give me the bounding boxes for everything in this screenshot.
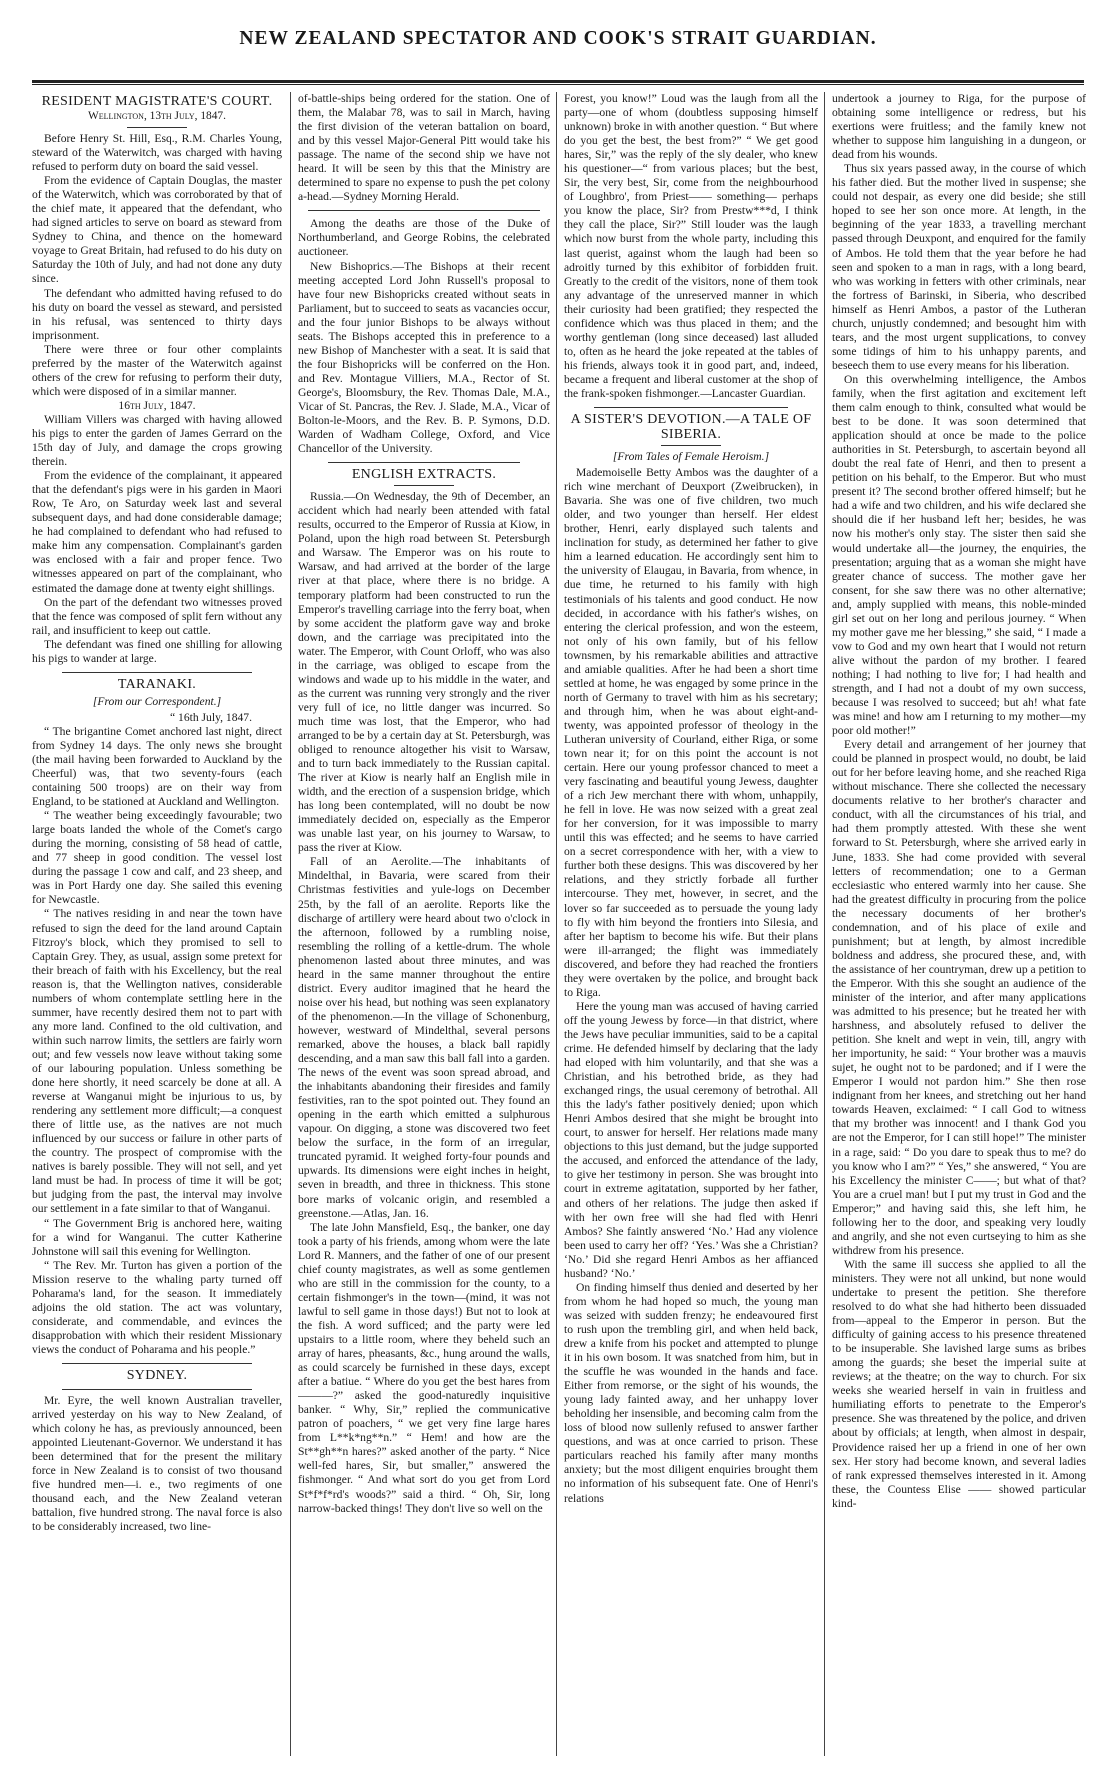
divider-rule: [308, 210, 540, 211]
section-rule: [62, 1389, 252, 1390]
paragraph: Forest, you know!” Loud was the laugh from all the party—one of whom (doubtless supposing himself unknown) broke in with another question. “ But where do you get the best, the best from?” “ We get good hares, Sir,” was the reply of the sly dealer, who knew his questioner—“ from various places; but the best, Sir, the very best, Sir, come from the neighbourhood of Loughbro', from Priest—— something— perhaps you know the place, Sir? from Prestw***d, I think they call the place, Sir?” Still louder was the laugh which now burst from the whole party, including this last querist, against whom the laugh had been so adroitly turned by this exhibitor of forbidden fruit. Greatly to the credit of the visitors, none of them took any advantage of the unreserved manner in which their curiosity had been gratified; they respected the confidence which was thus placed in them; and the worthy gentleman (long since deceased) last alluded to, often as he heard the joke repeated at the tables of his friends, always took it in good part, and, indeed, became a frequent and liberal customer at the shop of the frank-spoken fishmonger.—Lancaster Guardian.: [564, 92, 818, 400]
heading-taranaki: TARANAKI.: [117, 676, 197, 692]
paragraph: Before Henry St. Hill, Esq., R.M. Charles Young, steward of the Waterwitch, was charged with having refused to perform duty on board the said vessel.: [32, 132, 282, 174]
masthead-rule: [32, 80, 1084, 85]
paragraph: From the evidence of Captain Douglas, the master of the Waterwitch, which was corroborated by that of the chief mate, it appeared that the defendant, who had signed articles to serve on board as steward from Sydney to China, and thence on the homeward voyage to Great Britain, had refused to do his duty on Saturday the 10th of July, and had not done any duty since.: [32, 174, 282, 286]
paragraph: “ The natives residing in and near the town have refused to sign the deed for the land around Captain Fitzroy's block, which they promised to sell to Captain Grey. They, as usual, assign some pretext for their breach of faith with his Excellency, but the real reason is, that the Wellington natives, considerable numbers of whom contemplate settling here in the summer, have recently desired them not to part with any more land. Confined to the old cultivation, and within such narrow limits, the settlers are fairly worn out; and few vessels now leave without taking some of our labouring population. Unless something be done here shortly, it need scarcely be done at all. A reverse at Wanganui might be injurious to us, by rendering any settlement more difficult;—a conquest there of little use, as the natives are not much influenced by our success or failure in other parts of the country. The prospect of compromise with the natives is barely possible. They will not sell, and yet land must be had. In process of time it will be got; but judging from the past, the interval may involve our settlement in a fate similar to that of Wanganui.: [32, 907, 282, 1216]
paragraph: Among the deaths are those of the Duke of Northumberland, and George Robins, the celebrated auctioneer.: [298, 217, 550, 259]
column-divider: [290, 92, 291, 1756]
heading-sisters-devotion: A SISTER'S DEVOTION.—A TALE OF SIBERIA.: [570, 412, 812, 443]
column-3: [564, 92, 818, 1756]
paragraph: On this overwhelming intelligence, the Ambos family, when the first agitation and excitement left them calm enough to think, consulted what would be best to be done. It was soon determined that application should at once be made to the police authorities in St. Petersburgh, to ascertain beyond all doubt the real fate of Henri, and then to present a petition on his behalf, to the Emperor. But who must present it? The second brother offered himself; but he had a wife and two children, and his wife declared she should die if her husband left her; besides, he was now his mother's only stay. The sister then said she would undertake all—the journey, the enquiries, the presentation; arguing that as a woman she might have greater chance of success. The mother gave her consent, for she saw there was no other alternative; and, amply supplied with means, this noble-minded girl set out on her long and perilous journey. “ When my mother gave me her blessing,” she said, “ I made a vow to God and my own heart that I would not return alive without the pardon of my brother. I feared nothing; I had nothing to live for; I had health and strength, and I had not a doubt of my own success, because I was resolved to succeed; but ah! what fate was mine! and how am I returning to my mother—my poor old mother!”: [832, 372, 1086, 738]
paragraph: William Villers was charged with having allowed his pigs to enter the garden of James Gerrard on the 15th day of July, and damage the crops growing therein.: [32, 412, 282, 469]
paragraph: Mademoiselle Betty Ambos was the daughter of a rich wine merchant of Deuxport (Zweibrucken), in Bavaria. She was one of five children, two much older, and two younger than herself. Her eldest brother, Henri, early displayed such talents and inclination for study, as determined her father to give him a learned education. He accordingly sent him to the university of Elaugau, in Bavaria, from whence, in due time, he returned to his family with high testimonials of his talents and good conduct. He now decided, in accordance with his father's wishes, on entering the clerical profession, and won the esteem, not only of his own family, but of his fellow townsmen, by his remarkable abilities and attractive and amiable qualities. After he had been a short time settled at home, he was engaged by some prince in the north of Germany to travel with him as his secretary; and through him, when he was about eight-and-twenty, was appointed professor of theology in the Lutheran university of Courland, either Riga, or some town near it; for on this point the account is not certain. Here our young professor chanced to meet a very fascinating and beautiful young Jewess, daughter of a rich Jew merchant there with whom, unhappily, he fell in love. He was now seized with a great zeal for her conversion, for it was impossible to marry until this was effected; and he seems to have carried on a secret correspondence with her, with a view to further both these designs. This was discovered by her relations, and they strictly forbade all further intercourse. They met, however, in secret, and the lover so far succeeded as to persuade the young lady to fly with him beyond the frontiers into Silesia, and after her baptism to become his wife. But their plans were ill-arranged; the flight was immediately discovered, and before they had reached the frontiers they were overtaken by the police, and brought back to Riga.: [564, 466, 818, 999]
paragraph: “ The weather being exceedingly favourable; two large boats landed the whole of the Comet's cargo during the morning, consisting of 58 head of cattle, and 77 sheep in good condition. The vessel lost during the passage 1 cow and calf, and 23 sheep, and was in Port Hardy one day. She sailed this evening for Newcastle.: [32, 809, 282, 907]
paragraph: of-battle-ships being ordered for the station. One of them, the Malabar 78, was to sail in March, having the first division of the veteran battalion on board, and by this vessel Major-General Pitt would take his passage. The name of the second ship we have not heard. It will be seen by this that the Ministry are determined to spare no expense to push the pet colony a-head.—Sydney Morning Herald.: [298, 92, 550, 204]
paragraph: “ The brigantine Comet anchored last night, direct from Sydney 14 days. The only news she brought (the mail having been forwarded to Auckland by the Cheerful) was, that two seventy-fours (each containing 500 troops) are on their way from England, to be stationed at Auckland and Wellington.: [32, 724, 282, 809]
masthead-title: NEW ZEALAND SPECTATOR AND COOK'S STRAIT GUARDIAN.: [239, 28, 877, 49]
source-line: [From our Correspondent.]: [92, 694, 222, 708]
paragraph: Fall of an Aerolite.—The inhabitants of Mindelthal, in Bavaria, were scared from their Christmas festivities and yule-logs on December 25th, by the fall of an aerolite. Reports like the discharge of artillery were heard about two o'clock in the afternoon, followed by a rumbling noise, resembling the rolling of a kettle-drum. The whole phenomenon lasted about three minutes, and was heard in the same manner throughout the entire district. Every auditor imagined that he heard the noise over his head, but nothing was seen explanatory of the phenomenon.—In the village of Schonenburg, however, westward of Mindelthal, several persons remarked, above the houses, a black ball rapidly descending, and a man saw this ball fall into a garden. The news of the event was soon spread abroad, and the inhabitants abandoning their firesides and family festivities, ran to the spot pointed out. They found an opening in the earth which emitted a sulphurous vapour. On digging, a stone was discovered two feet below the surface, in the form of an irregular, truncated pyramid. It weighed forty-four pounds and upwards. Its dimensions were eight inches in height, seven in breadth, and three in thickness. This stone bore marks of volcanic origin, and resembled a greenstone.—Atlas, Jan. 16.: [298, 855, 550, 1220]
section-rule: [594, 407, 788, 408]
short-rule: [661, 445, 721, 446]
section-rule: [328, 462, 520, 463]
paragraph: Russia.—On Wednesday, the 9th of December, an accident which had nearly been attended with fatal results, occurred to the Emperor of Russia at Kiow, in Poland, upon the high road between St. Petersburgh and Warsaw. The Emperor was on his route to Warsaw, and had arrived at the border of the large river at that place, where there is no bridge. A temporary platform had been constructed to run the Emperor's travelling carriage into the ferry boat, when by some accident the platform gave way and broke down, and the carriage was precipitated into the water. The Emperor, with Count Orloff, who was also in the carriage, was obliged to escape from the windows and wade up to his middle in the water, and as the current was running very strongly and the river very full of ice, no little danger was incurred. So much time was lost, that the Emperor, who had arranged to be by a certain day at St. Petersburgh, was obliged to renounce altogether his visit to Warsaw, and to turn back immediately to the Russian capital. The river at Kiow is nearly half an English mile in width, and the erection of a suspension bridge, which has long been contemplated, will no doubt be now immediately decided on, especially as the Emperor was unable last year, on his journey to Warsaw, to pass the river at Kiow.: [298, 490, 550, 855]
paragraph: There were three or four other complaints preferred by the master of the Waterwitch against others of the crew for refusing to perform their duty, which were disposed of in a similar manner.: [32, 342, 282, 398]
heading-resident-magistrate: RESIDENT MAGISTRATE'S COURT.: [41, 94, 273, 109]
dateline: 16th July, 1847.: [118, 398, 196, 412]
paragraph: The defendant who admitted having refused to do his duty on board the vessel as steward, and persisted in his refusal, was sentenced to thirty days imprisonment.: [32, 286, 282, 342]
paragraph: New Bishoprics.—The Bishops at their recent meeting accepted Lord John Russell's proposal to have four new Bishopricks created without seats in Parliament, but to succeed to seats as vacancies occur, and the four junior Bishops to be always without seats. The Bishops accepted this in preference to a new Bishop of Manchester with a seat. It is said that the four Bishopricks will be conferred on the Hon. and Rev. Montague Villiers, M.A., Rector of St. George's, Bloomsbury, the Rev. Thomas Dale, M.A., Vicar of St. Pancras, the Rev. J. Slade, M.A., Vicar of Bolton-le-Moors, and the Rev. B. P. Symons, D.D. Warden of Wadham College, Oxford, and Vice Chancellor of the University.: [298, 259, 550, 456]
column-4: [832, 92, 1086, 1756]
paragraph: On the part of the defendant two witnesses proved that the fence was composed of split fern without any rail, and insufficient to keep out cattle.: [32, 595, 282, 637]
heading-sydney: SYDNEY.: [126, 1367, 188, 1383]
column-2: [298, 92, 550, 1756]
column-divider: [556, 92, 557, 1756]
section-rule: [62, 1363, 252, 1364]
source-line: [From Tales of Female Heroism.]: [612, 450, 770, 464]
heading-english-extracts: ENGLISH EXTRACTS.: [351, 467, 497, 483]
dateline: “ 16th July, 1847.: [169, 710, 252, 724]
column-1: [32, 92, 282, 1756]
paragraph: The defendant was fined one shilling for allowing his pigs to wander at large.: [32, 637, 282, 665]
paragraph: undertook a journey to Riga, for the purpose of obtaining some intelligence or redress, but his exertions were fruitless; and the family knew not whether to suppose him languishing in a dungeon, or dead from his wounds.: [832, 92, 1086, 162]
short-rule: [127, 127, 187, 128]
paragraph: Every detail and arrangement of her journey that could be planned in prospect would, no doubt, be laid out for her before leaving home, and she reached Riga without mischance. There she collected the necessary documents relative to her brother's character and conduct, with all the circumstances of his trial, and had them promptly attested. With these she went forward to St. Petersburgh, where she arrived early in June, 1833. She had come provided with several letters of recommendation; one to a German ecclesiastic who entered warmly into her cause. She had the greatest difficulty in procuring from the police the necessary documents of her brother's condemnation, and of his place of exile and punishment; but at length, by almost incredible boldness and address, she procured these, and, with the assistance of her countryman, drew up a petition to the Emperor. With this she sought an audience of the minister of the interior, and after many applications was admitted to his presence; but he treated her with harshness, and absolutely refused to deliver the petition. She knelt and wept in vein, till, angry with her importunity, he said: “ Your brother was a mauvis sujet, he ought not to be pardoned; and if I were the Emperor I would not pardon him.” She then rose indignant from her knees, and stretching out her hand towards Heaven, exclaimed: “ I call God to witness that my brother was innocent! and I thank God you are not the Emperor, for I can still hope!” The minister in a rage, said: “ Do you dare to speak thus to me? do you know who I am?” “ Yes,” she answered, “ You are his Excellency the minister C——; but what of that? You are a cruel man! but I put my trust in God and the Emperor;” and having said this, she left him, he following her to the door, and speaking very loudly and angrily, and she not even curtseying to him as she withdrew from his presence.: [832, 738, 1086, 1257]
paragraph: Thus six years passed away, in the course of which his father died. But the mother lived in suspense; she could not despair, as every one did beside; she still hoped to see her son once more. At length, in the beginning of the year 1833, a travelling merchant passed through Deuxpont, and enquired for the family of Ambos. He told them that the year before he had seen and spoken to a man in rags, with a long beard, who was working in fetters with other criminals, near the fortress of Barinski, in Siberia, who described himself as Henri Ambos, a pastor of the Lutheran church, unjustly condemned; and besought him with tears, and the most urgent supplications, to convey some tidings of him to his unhappy parents, and beseech them to use every means for his liberation.: [832, 162, 1086, 372]
paragraph: On finding himself thus denied and deserted by her from whom he had hoped so much, the young man was seized with sudden frenzy; he endeavoured first to rush upon the trembling girl, and when held back, drew a knife from his pocket and attempted to plunge it in his own bosom. It was snatched from him, but in the scuffle he was wounded in the hands and face. Either from remorse, or the sight of his wounds, the young lady fainted away, and her unhappy lover beholding her insensible, and becoming calm from the loss of blood now sullenly refused to answer farther questions, and was at once carried to prison. These particulars reached his family after many months anxiety; but the most diligent enquiries brought them no information of his subsequent fate. One of Henri's relations: [564, 1280, 818, 1505]
paragraph: With the same ill success she applied to all the ministers. They were not all unkind, but none would undertake to present the petition. She therefore resolved to do what she had hitherto been dissuaded from—appeal to the Emperor in person. But the difficulty of gaining access to his presence threatened to be insuperable. She lavished large sums as bribes among the guards; she beset the imperial suite at reviews; at the theatre; on the way to church. For six weeks she wearied herself in vain in fruitless and humiliating efforts to penetrate to the Emperor's presence. She was threatened by the police, and driven about by officials; at length, when almost in despair, Providence raised her up a friend in one of her own sex. Her story had become known, and several ladies of rank expressed themselves interested in it. Among these, the Countess Elise —— showed particular kind-: [832, 1257, 1086, 1510]
paragraph: “ The Rev. Mr. Turton has given a portion of the Mission reserve to the whaling party turned off Poharama's land, for the season. It immediately adjoins the old station. The act was voluntary, considerate, and commendable, and evinces the disapprobation with which their resident Missionary views the conduct of Poharama and his people.”: [32, 1258, 282, 1356]
column-divider: [824, 92, 825, 1756]
paragraph: The late John Mansfield, Esq., the banker, one day took a party of his friends, among whom were the late Lord R. Manners, and the father of one of our present chief county magistrates, as well as some gentlemen who are still in the commission for the county, to a certain fishmonger's in the town—(mind, it was not lawful to sell game in those days!) But not to look at the fish. A word sufficed; and the party were led upstairs to a little room, where they beheld such an array of hares, pheasants, &c., hung around the walls, as could scarcely be furnished in these days, except after a batiue. “ Where do you get the best hares from ———?” asked the good-naturedly inquisitive banker. “ Why, Sir,” replied the communicative patron of poachers, “ we get very fine large hares from L**k*ng**n.” “ Hem! and how are the St**gh**n hares?” asked another of the party. “ Nice well-fed hares, Sir, but smaller,” answered the fishmonger. “ And what sort do you get from Lord St*f*f*rd's woods?” said a third. “ Oh, Sir, long narrow-backed things! They don't live so well on the: [298, 1220, 550, 1515]
dateline: Wellington, 13th July, 1847.: [88, 110, 226, 122]
newspaper-page: [26, 22, 1090, 1762]
short-rule: [394, 485, 454, 486]
paragraph: Mr. Eyre, the well known Australian traveller, arrived yesterday on his way to New Zealand, of which colony he has, as previously announced, been appointed Lieutenant-Governor. We understand it has been determined that for the present the military force in New Zealand is to consist of two thousand five hundred men—i. e., two regiments of one thousand each, and the New Zealand veteran battalion, five hundred strong. The naval force is also to be considerably increased, two line-: [32, 1393, 282, 1534]
section-rule: [62, 672, 252, 673]
paragraph: From the evidence of the complainant, it appeared that the defendant's pigs were in his garden in Maori Row, Te Aro, on Saturday week last and several subsequent days, and had done considerable damage; he had complained to defendant who had refused to make him any compensation. Complainant's garden was enclosed with a fair and proper fence. Two witnesses appeared on part of the complainant, who estimated the damage done at twenty eight shillings.: [32, 469, 282, 595]
paragraph: “ The Government Brig is anchored here, waiting for a wind for Wanganui. The cutter Katherine Johnstone will sail this evening for Wellington.: [32, 1216, 282, 1258]
paragraph: Here the young man was accused of having carried off the young Jewess by force—in that district, where the Jews have peculiar immunities, said to be a capital crime. He defended himself by declaring that the lady had eloped with him voluntarily, and that she was a Christian, and his betrothed bride, as they had exchanged rings, the usual ceremony of betrothal. All this the lady's father positively denied; upon which Henri Ambos desired that she might be brought into court, to answer for herself. Her relations made many objections to this just demand, but the judge supported the accused, and enforced the attendance of the lady, to give her testimony in person. She was brought into court in extreme agitatation, supported by her father, and others of her relations. The judge then asked if with her own free will she had fled with Henri Ambos? She faintly answered ‘No.’ Had any violence been used to carry her off? ‘Yes.’ Was she a Christian? ‘No.’ Did she regard Henri Ambos as her affianced husband? ‘No.’: [564, 999, 818, 1280]
